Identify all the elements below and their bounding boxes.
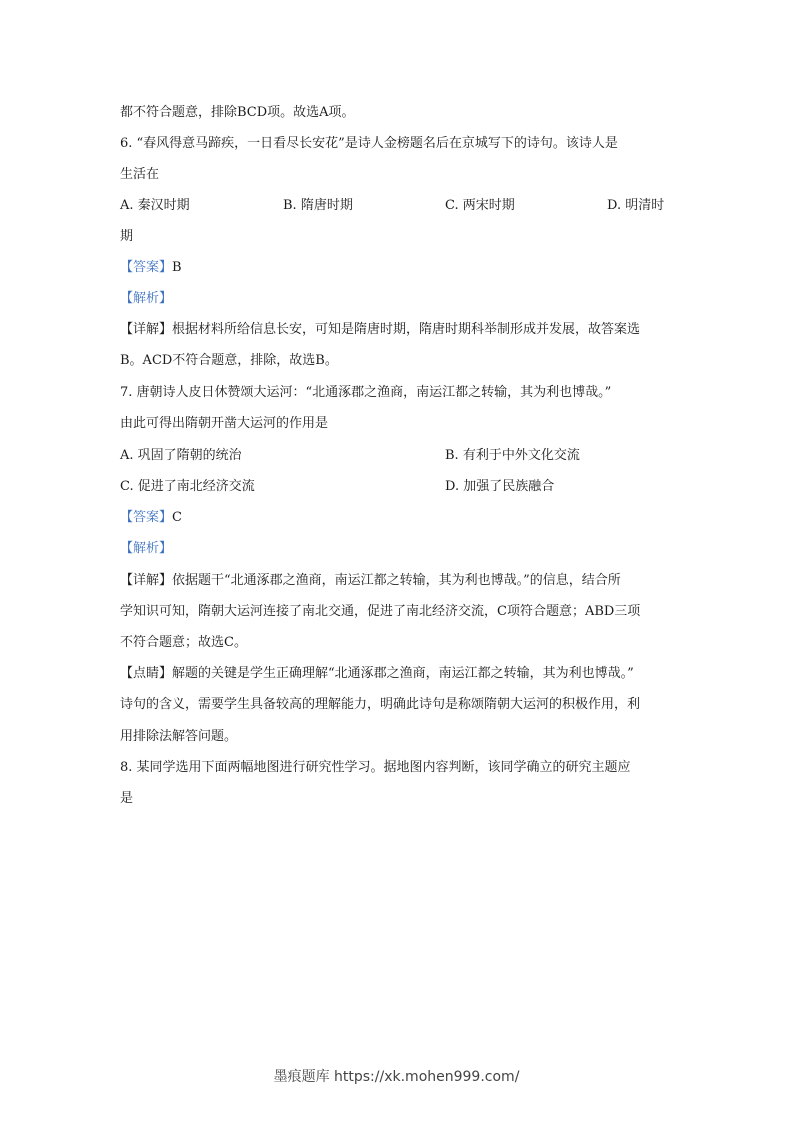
question-7-stem-cont: 由此可得出隋朝开凿大运河的作用是 (120, 416, 329, 431)
question-7-option-b: B. 有利于中外文化交流 (445, 448, 580, 463)
question-6-stem: 6. “春风得意马蹄疾，一日看尽长安花”是诗人金榜题名后在京城写下的诗句。该诗人是 (120, 136, 618, 151)
question-6-answer (120, 259, 182, 277)
question-6-option-d: D. 明清时 (607, 198, 665, 213)
question-8-stem: 8. 某同学选用下面两幅地图进行研究性学习。据地图内容判断，该同学确立的研究主题应 (120, 760, 631, 775)
analysis-tag: 【解析】 (120, 291, 173, 306)
question-7-tip (120, 665, 634, 683)
question-6-option-b: B. 隋唐时期 (283, 198, 353, 213)
question-7-detail (120, 572, 621, 590)
question-7-tip-cont: 诗句的含义，需要学生具备较高的理解能力，明确此诗句是称颂隋朝大运河的积极作用，利 (120, 697, 641, 712)
question-7-detail-cont: 学知识可知，隋朝大运河连接了南北交通，促进了南北经济交流，C项符合题意；ABD三项 (120, 604, 641, 619)
question-7-analysis (120, 540, 172, 558)
question-6-option-a: A. 秦汉时期 (120, 198, 190, 213)
question-7-tip-cont: 用排除法解答问题。 (120, 729, 238, 744)
analysis-tag: 【解析】 (120, 541, 173, 556)
answer-value: B (172, 260, 182, 275)
question-6-option-d-wrap: 期 (120, 229, 134, 244)
question-6-option-c: C. 两宋时期 (445, 198, 515, 213)
question-7-answer (120, 509, 182, 527)
detail-text: 依据题干“北通涿郡之渔商，南运江都之转输，其为利也博哉。”的信息，结合所 (172, 573, 621, 588)
question-7-stem: 7. 唐朝诗人皮日休赞颂大运河：“北通涿郡之渔商，南运江都之转输，其为利也博哉。” (120, 385, 612, 400)
answer-tag: 【答案】 (120, 260, 173, 275)
question-7-option-c: C. 促进了南北经济交流 (120, 479, 255, 494)
question-6-analysis (120, 290, 172, 308)
answer-tag: 【答案】 (120, 510, 173, 525)
tip-tag: 【点睛】 (120, 666, 173, 681)
detail-tag: 【详解】 (120, 573, 173, 588)
tip-text: 解题的关键是学生正确理解“北通涿郡之渔商，南运江都之转输，其为利也博哉。” (172, 666, 634, 681)
detail-text: 根据材料所给信息长安，可知是隋唐时期，隋唐时期科举制形成并发展，故答案选 (172, 322, 641, 337)
question-8-stem-cont: 是 (120, 791, 134, 806)
question-6-detail (120, 321, 640, 339)
question-7-option-d: D. 加强了民族融合 (445, 479, 555, 494)
footer-watermark: 墨痕题库 https://xk.mohen999.com/ (273, 1069, 520, 1085)
question-6-detail-cont: B。ACD不符合题意，排除，故选B。 (120, 353, 338, 368)
text-line: 都不符合题意，排除BCD项。故选A项。 (120, 105, 355, 120)
detail-tag: 【详解】 (120, 322, 173, 337)
question-6-stem-cont: 生活在 (120, 167, 160, 182)
question-7-detail-cont: 不符合题意；故选C。 (120, 635, 247, 650)
answer-value: C (172, 510, 182, 525)
question-7-option-a: A. 巩固了隋朝的统治 (120, 448, 242, 463)
